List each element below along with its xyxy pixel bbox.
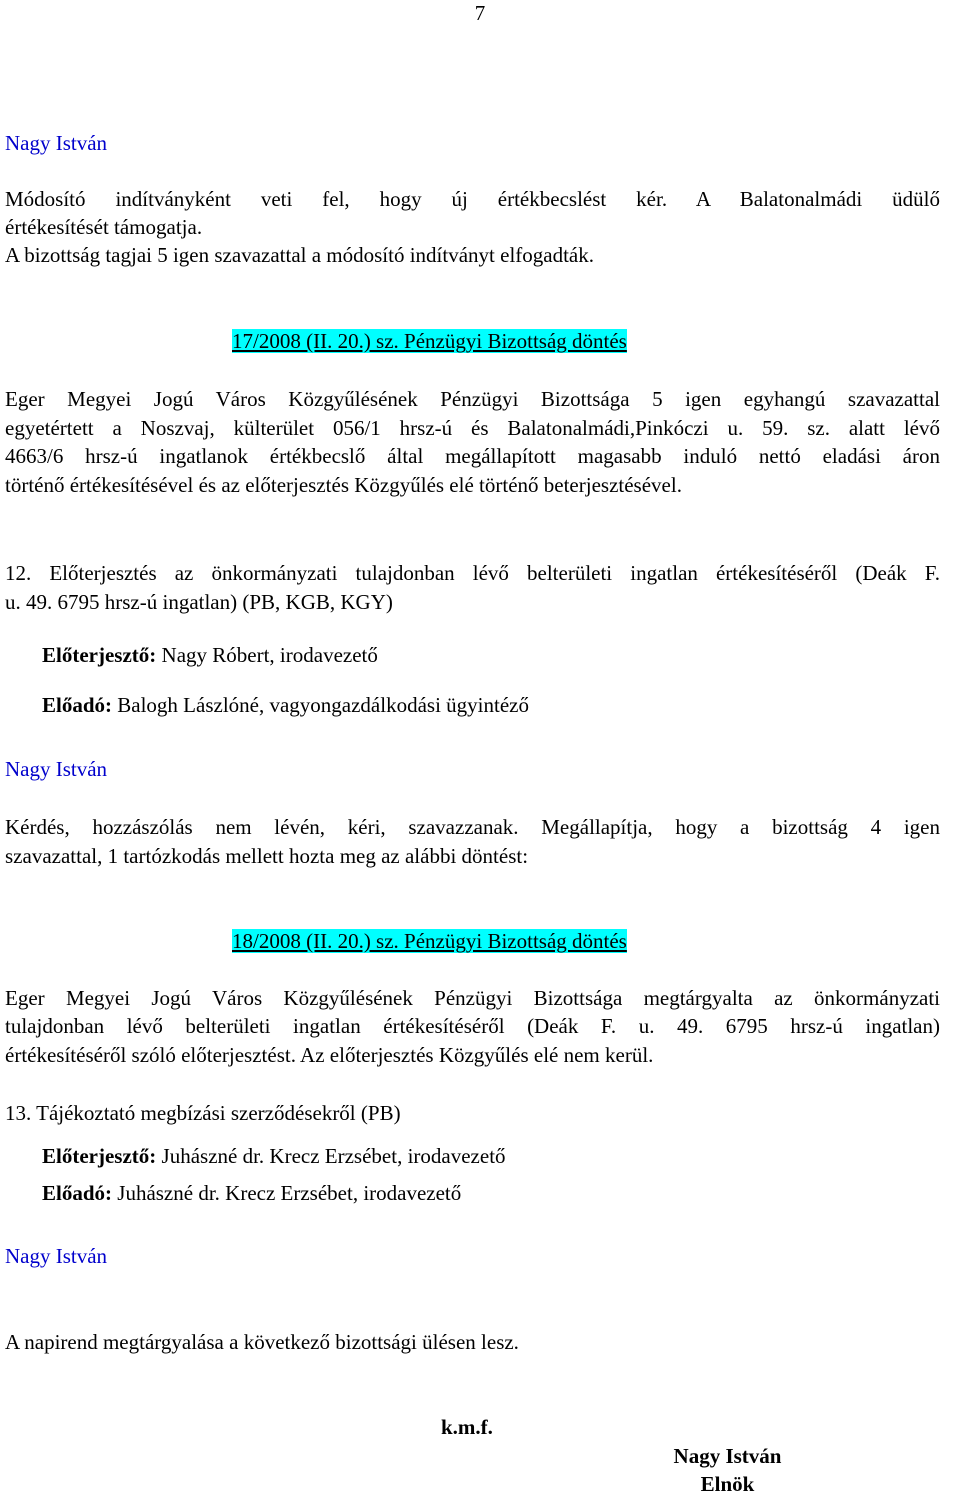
paragraph-line: A napirend megtárgyalása a következő bizottsági ülésen lesz. [5, 1330, 519, 1354]
agenda-item-title-line: 12. Előterjesztés az önkormányzati tulajdonban lévő belterületi ingatlan értékesítéséről (Deák F. [5, 561, 940, 585]
presenter-line [42, 1143, 506, 1169]
speaker-name: Nagy István [5, 757, 108, 781]
speaker-line [42, 692, 529, 718]
agenda-item-title-line: u. 49. 6795 hrsz-ú ingatlan) (PB, KGB, KGY) [5, 590, 393, 614]
speaker-label: Előadó: [42, 1181, 113, 1205]
speaker-label: Előadó: [42, 693, 113, 717]
kmf-mark: k.m.f. [441, 1415, 493, 1439]
decision-text-line: 4663/6 hrsz-ú ingatlanok értékbecslő által megállapított magasabb induló nettó eladási áron [5, 444, 940, 468]
signatory-name: Nagy István [673, 1444, 782, 1468]
paragraph-line: A bizottság tagjai 5 igen szavazattal a módosító indítványt elfogadták. [5, 243, 595, 267]
speaker-name: Nagy István [5, 1244, 108, 1268]
decision-text-line: tulajdonban lévő belterületi ingatlan értékesítéséről (Deák F. u. 49. 6795 hrsz-ú ingatlan) [5, 1014, 940, 1038]
agenda-item-title: 13. Tájékoztató megbízási szerződésekről (PB) [5, 1101, 401, 1125]
decision-text-line: értékesítéséről szóló előterjesztést. Az előterjesztés Közgyűlés elé nem kerül. [5, 1043, 654, 1067]
presenter-line [42, 642, 378, 668]
decision-text-line: Eger Megyei Jogú Város Közgyűlésének Pénzügyi Bizottsága 5 igen egyhangú szavazattal [5, 387, 940, 411]
speaker-value: Juhászné dr. Krecz Erzsébet, irodavezető [117, 1181, 462, 1205]
page-number: 7 [474, 1, 486, 25]
signatory-title: Elnök [700, 1472, 755, 1496]
decision-heading-18: 18/2008 (II. 20.) sz. Pénzügyi Bizottság döntés [232, 929, 627, 953]
speaker-name: Nagy István [5, 131, 108, 155]
presenter-label: Előterjesztő: [42, 1144, 157, 1168]
decision-text-line: egyetértett a Noszvaj, külterület 056/1 hrsz-ú és Balatonalmádi,Pinkóczi u. 59. sz. alatt lévő [5, 416, 940, 440]
presenter-value: Nagy Róbert, irodavezető [161, 643, 378, 667]
speaker-value: Balogh Lászlóné, vagyongazdálkodási ügyintéző [117, 693, 529, 717]
paragraph-line: Módosító indítványként veti fel, hogy új értékbecslést kér. A Balatonalmádi üdülő [5, 187, 940, 211]
decision-text-line: történő értékesítésével és az előterjesztés Közgyűlés elé történő beterjesztésével. [5, 473, 682, 497]
presenter-value: Juhászné dr. Krecz Erzsébet, irodavezető [161, 1144, 506, 1168]
decision-heading-17: 17/2008 (II. 20.) sz. Pénzügyi Bizottság döntés [232, 329, 627, 353]
speaker-line [42, 1180, 461, 1206]
paragraph-line: értékesítését támogatja. [5, 215, 203, 239]
decision-text-line: Eger Megyei Jogú Város Közgyűlésének Pénzügyi Bizottsága megtárgyalta az önkormányzati [5, 986, 940, 1010]
paragraph-line: szavazattal, 1 tartózkodás mellett hozta meg az alábbi döntést: [5, 844, 529, 868]
paragraph-line: Kérdés, hozzászólás nem lévén, kéri, szavazzanak. Megállapítja, hogy a bizottság 4 igen [5, 815, 940, 839]
presenter-label: Előterjesztő: [42, 643, 157, 667]
